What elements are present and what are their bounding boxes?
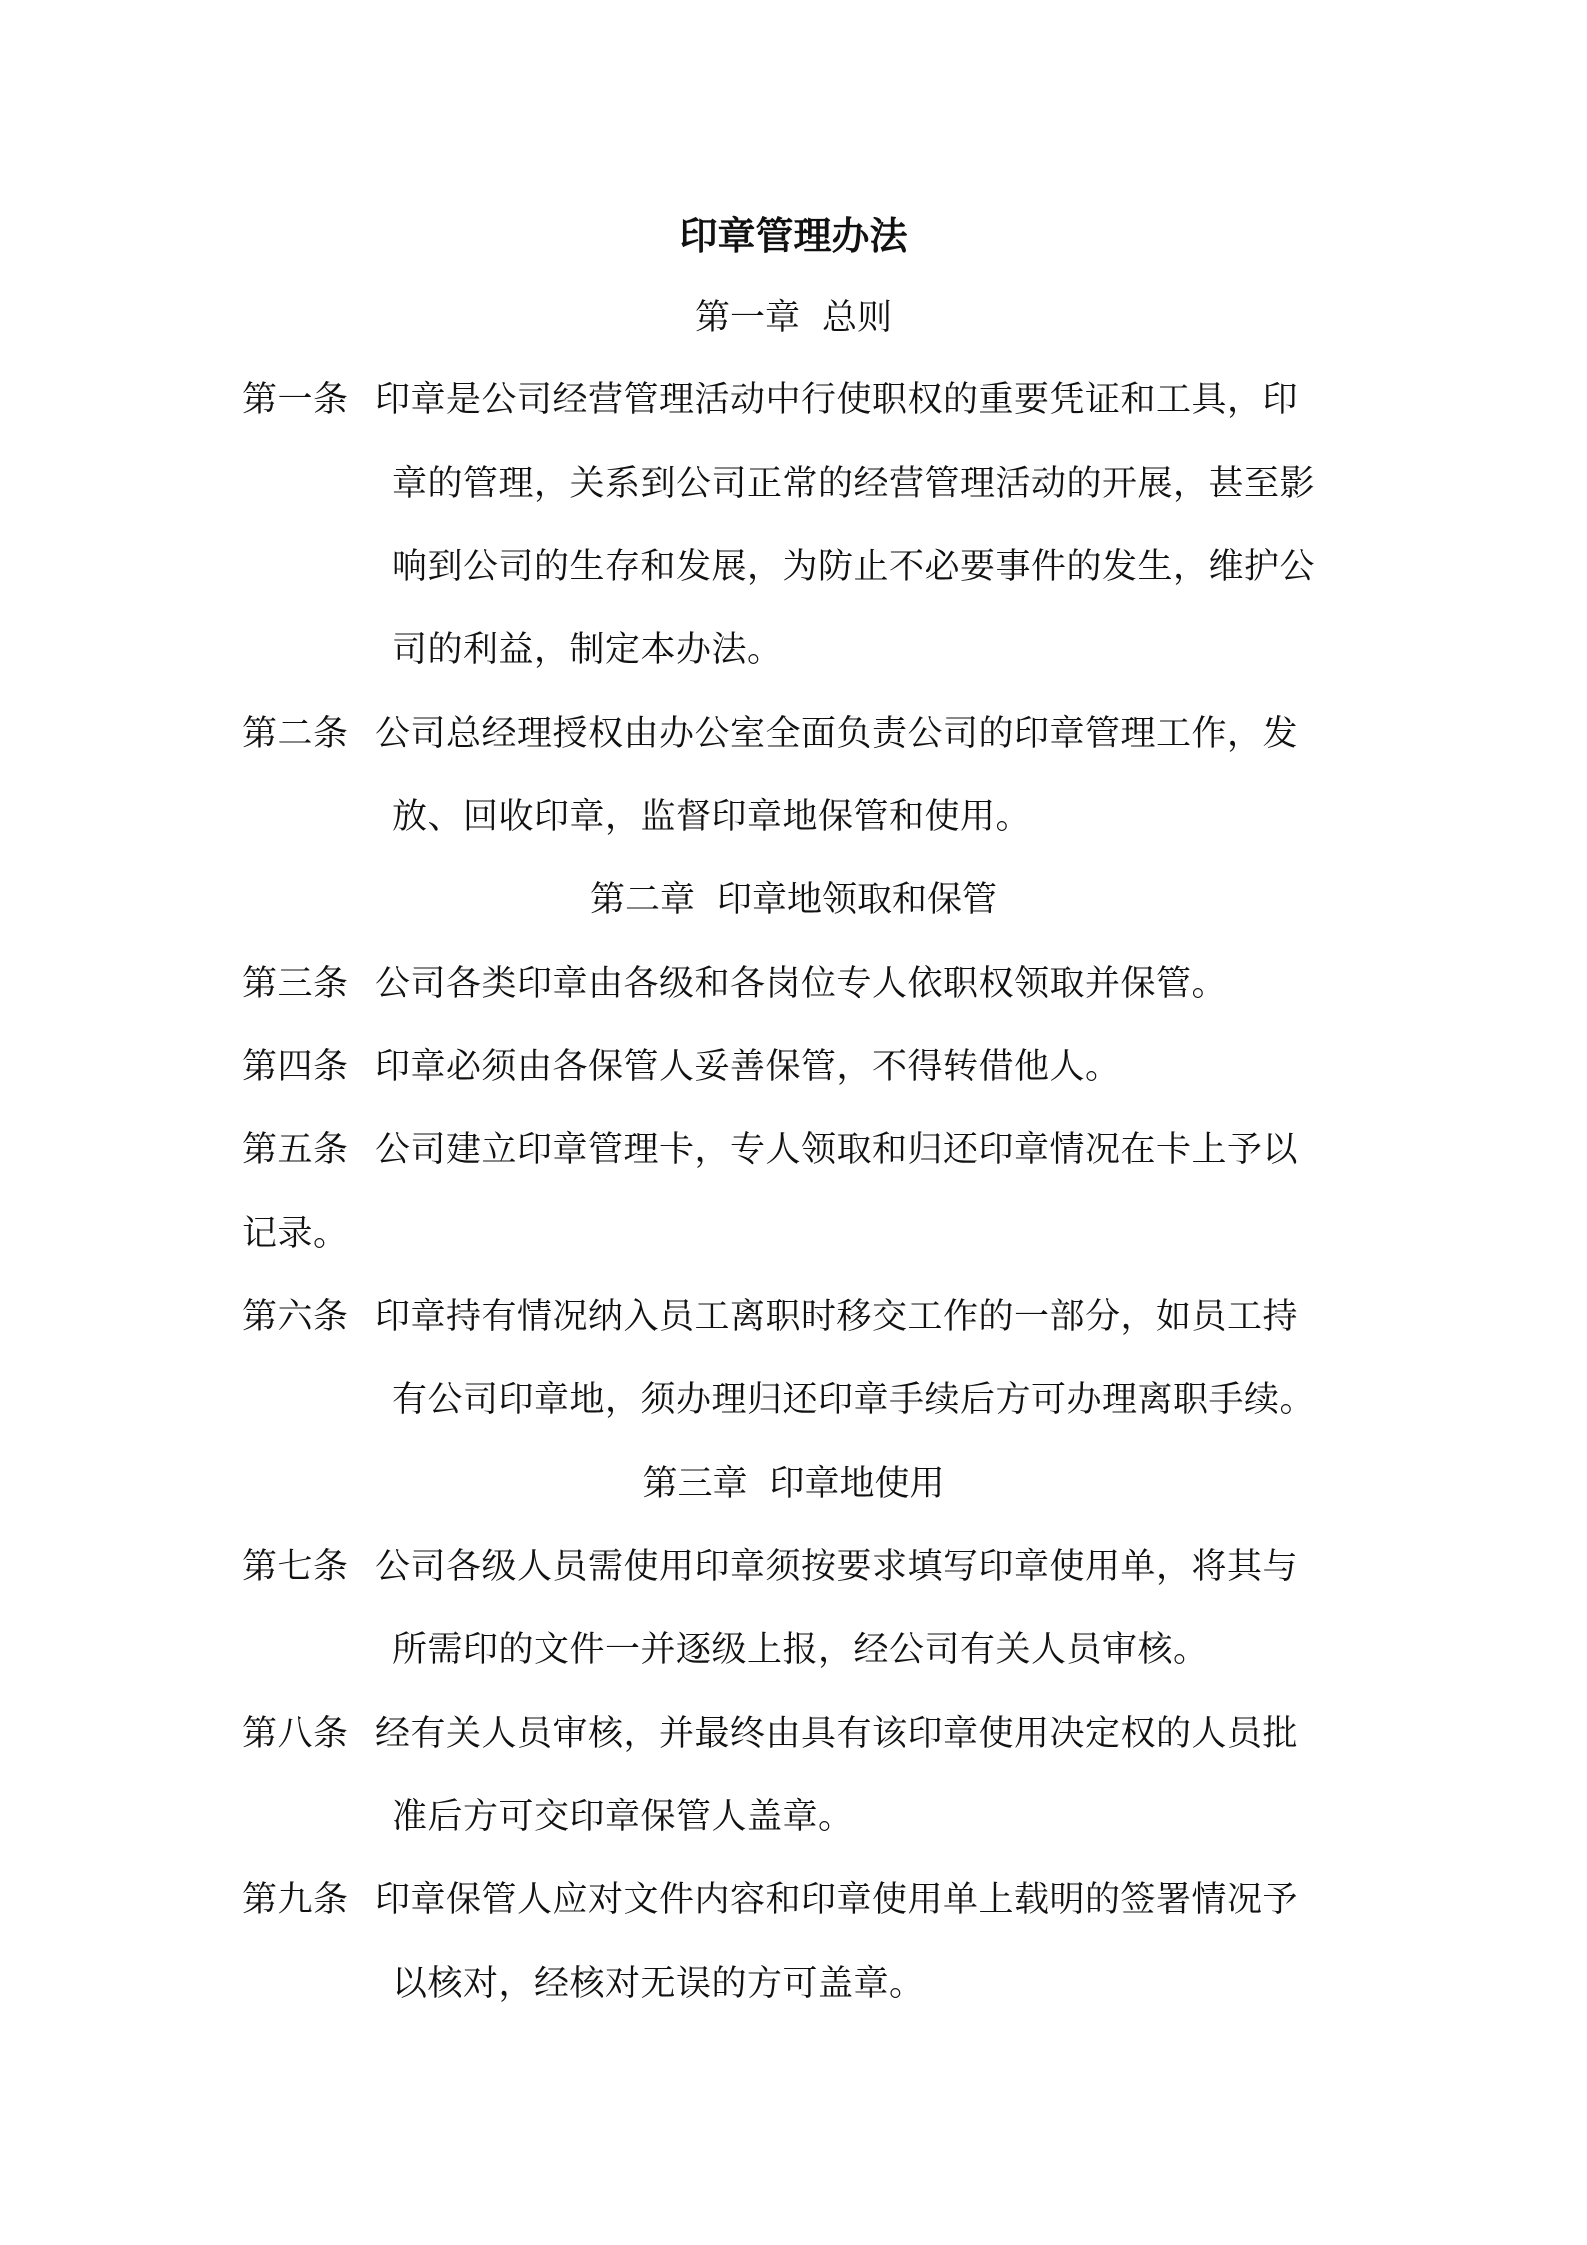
article-8-line-1: [242, 1712, 1298, 1756]
article-label: 第八条: [242, 1714, 349, 1754]
article-6-line-1: [242, 1295, 1298, 1339]
article-label: 第九条: [242, 1880, 349, 1920]
article-4-line-1: [242, 1045, 1121, 1089]
article-6-line-2: 有公司印章地，须办理归还印章手续后方可办理离职手续。: [392, 1380, 1316, 1420]
article-1-line-1: [242, 378, 1298, 422]
article-text: 经有关人员审核，并最终由具有该印章使用决定权的人员批: [375, 1714, 1299, 1754]
chapter-number: 第一章: [694, 298, 800, 338]
article-label: 第五条: [242, 1130, 349, 1170]
article-text: 公司各级人员需使用印章须按要求填写印章使用单，将其与: [375, 1547, 1299, 1587]
article-label: 第二条: [242, 714, 349, 754]
article-9-line-1: [242, 1878, 1298, 1922]
chapter-name: 总则: [822, 298, 893, 338]
article-label: 第四条: [242, 1047, 349, 1087]
chapter-name: 印章地领取和保管: [717, 880, 998, 920]
article-5-line-2: 记录。: [242, 1214, 349, 1254]
article-1-line-3: 响到公司的生存和发展，为防止不必要事件的发生，维护公: [392, 547, 1316, 587]
document-title: 印章管理办法: [679, 214, 908, 258]
article-2-line-1: [242, 712, 1298, 756]
chapter-heading-2: [0, 878, 1587, 922]
chapter-heading-3: [0, 1462, 1587, 1506]
chapter-number: 第三章: [642, 1464, 748, 1504]
article-text: 印章持有情况纳入员工离职时移交工作的一部分，如员工持: [375, 1297, 1299, 1337]
article-7-line-2: 所需印的文件一并逐级上报，经公司有关人员审核。: [392, 1630, 1209, 1670]
article-text: 公司各类印章由各级和各岗位专人依职权领取并保管。: [375, 964, 1228, 1004]
article-text: 印章是公司经营管理活动中行使职权的重要凭证和工具，印: [375, 380, 1299, 420]
chapter-name: 印章地使用: [769, 1464, 945, 1504]
chapter-number: 第二章: [589, 880, 695, 920]
article-text: 公司建立印章管理卡，专人领取和归还印章情况在卡上予以: [375, 1130, 1299, 1170]
article-label: 第三条: [242, 964, 349, 1004]
article-label: 第一条: [242, 380, 349, 420]
article-1-line-2: 章的管理，关系到公司正常的经营管理活动的开展，甚至影: [392, 464, 1316, 504]
article-5-line-1: [242, 1128, 1298, 1172]
article-text: 公司总经理授权由办公室全面负责公司的印章管理工作，发: [375, 714, 1299, 754]
article-text: 印章保管人应对文件内容和印章使用单上载明的签署情况予: [375, 1880, 1299, 1920]
chapter-heading-1: [0, 296, 1587, 340]
article-9-line-2: 以核对，经核对无误的方可盖章。: [392, 1964, 925, 2004]
article-1-line-4: 司的利益，制定本办法。: [392, 630, 783, 670]
article-label: 第六条: [242, 1297, 349, 1337]
article-3-line-1: [242, 962, 1227, 1006]
article-8-line-2: 准后方可交印章保管人盖章。: [392, 1797, 854, 1837]
article-label: 第七条: [242, 1547, 349, 1587]
article-text: 印章必须由各保管人妥善保管，不得转借他人。: [375, 1047, 1121, 1087]
article-7-line-1: [242, 1545, 1298, 1589]
article-2-line-2: 放、回收印章，监督印章地保管和使用。: [392, 797, 1032, 837]
